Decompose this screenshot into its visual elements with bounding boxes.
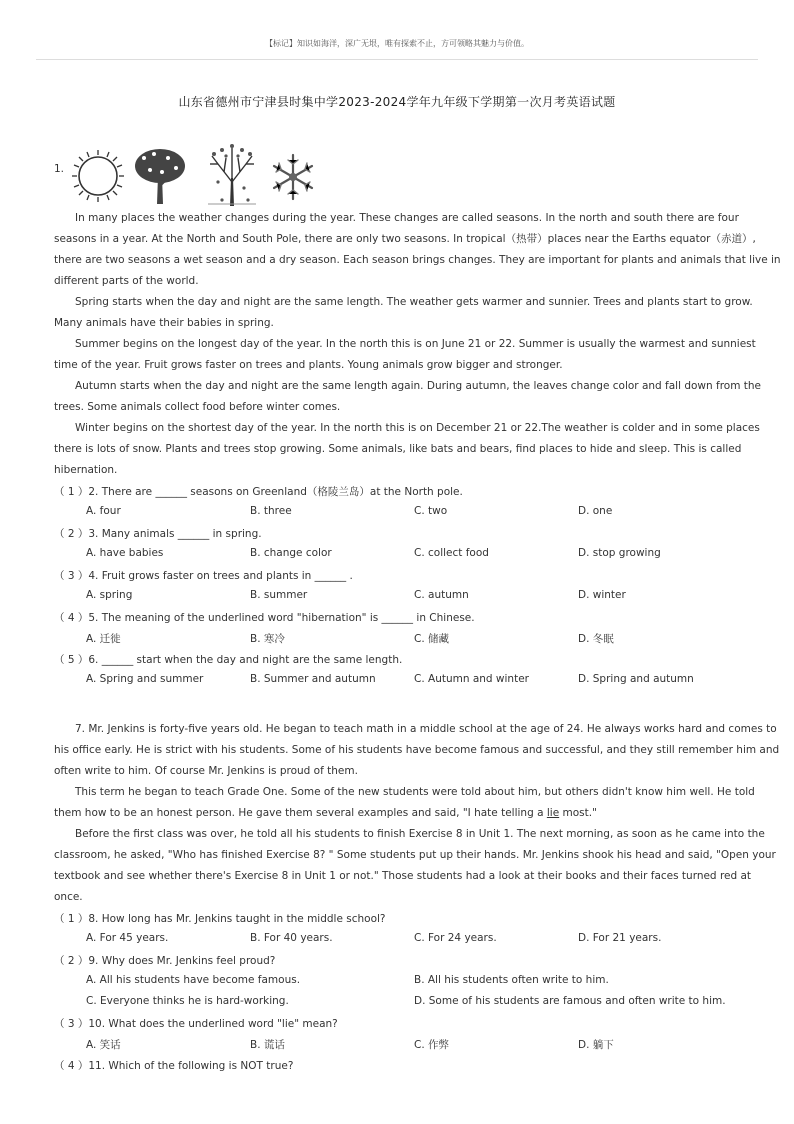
page-title: 山东省德州市宁津县时集中学2023-2024学年九年级下学期第一次月考英语试题 (178, 95, 616, 109)
snowflake-icon (270, 152, 316, 202)
option-d[interactable]: D. stop growing (578, 547, 661, 559)
passage-line: Spring starts when the day and night are the same length. The weather gets warmer and sunnier. Trees and plants start to grow. (75, 296, 753, 308)
question-stem: （ 4 ）11. Which of the following is NOT true? (54, 1060, 294, 1072)
question-stem: （ 5 ）6. ______ start when the day and night are the same length. (54, 654, 403, 666)
passage-line: trees. Some animals collect food before winter comes. (54, 401, 341, 413)
passage-line: often write to him. Of course Mr. Jenkins is proud of them. (54, 765, 358, 777)
passage-line: there are two seasons a wet season and a dry season. Each season brings changes. They are important for plants and animals that live in (54, 254, 781, 266)
question-stem: （ 1 ）8. How long has Mr. Jenkins taught in the middle school? (54, 913, 386, 925)
passage-line: there is lots of snow. Plants and trees stop growing. Some animals, like bats and bears, find places to hide and sleep. This is called (54, 443, 742, 455)
underlined-word: lie (546, 807, 560, 819)
passage-text: most." (559, 807, 597, 819)
option-d[interactable]: D. 冬眠 (578, 633, 614, 645)
question-stem: （ 2 ）9. Why does Mr. Jenkins feel proud? (54, 955, 276, 967)
sun-icon (70, 148, 126, 204)
passage-line: textbook and see whether there's Exercise 8 in Unit 1 or not." Those students had a look at their books and their faces turned red at (54, 870, 752, 882)
spring-tree-icon (132, 146, 188, 206)
option-d[interactable]: D. winter (578, 589, 626, 601)
option-a[interactable]: A. four (86, 505, 121, 517)
option-b[interactable]: B. For 40 years. (250, 932, 333, 944)
passage-text: them how to be an honest person. He gave them several examples and said, "I hate telling a (54, 807, 547, 819)
header-divider (36, 59, 758, 60)
passage-line: Many animals have their babies in spring. (54, 317, 274, 329)
option-c[interactable]: C. collect food (414, 547, 489, 559)
passage-line: Before the first class was over, he told all his students to finish Exercise 8 in Unit 1. The next morning, as soon as he came into the (75, 828, 765, 840)
option-b[interactable]: B. Summer and autumn (250, 673, 376, 685)
option-a[interactable]: A. Spring and summer (86, 673, 204, 685)
header-note: 【标记】知识如海洋，深广无垠，唯有探索不止，方可领略其魅力与价值。 (265, 39, 529, 48)
question-stem: （ 4 ）5. The meaning of the underlined word "hibernation" is ______ in Chinese. (54, 612, 475, 624)
option-c[interactable]: C. Everyone thinks he is hard-working. (86, 995, 289, 1007)
passage-line: This term he began to teach Grade One. Some of the new students were told about him, but others didn't know him well. He told (75, 786, 755, 798)
option-c[interactable]: C. two (414, 505, 448, 517)
passage-line (54, 806, 597, 820)
question-stem: （ 2 ）3. Many animals ______ in spring. (54, 528, 262, 540)
option-b[interactable]: B. All his students often write to him. (414, 974, 609, 986)
question-stem: （ 3 ）4. Fruit grows faster on trees and plants in ______ . (54, 570, 353, 582)
option-a[interactable]: A. 迁徙 (86, 633, 121, 645)
passage-line: seasons in a year. At the North and South Pole, there are only two seasons. In tropical（热带）places near the Earths equator（赤道）, (54, 233, 756, 245)
option-c[interactable]: C. For 24 years. (414, 932, 497, 944)
option-b[interactable]: B. 谎话 (250, 1039, 285, 1051)
passage-line: hibernation. (54, 464, 118, 476)
option-a[interactable]: A. All his students have become famous. (86, 974, 301, 986)
option-c[interactable]: C. 储藏 (414, 633, 450, 645)
passage-line: Winter begins on the shortest day of the year. In the north this is on December 21 or 22.The weather is colder and in some places (75, 422, 760, 434)
option-a[interactable]: A. 笑话 (86, 1039, 121, 1051)
question-stem: （ 1 ）2. There are ______ seasons on Greenland（格陵兰岛）at the North pole. (54, 486, 463, 498)
passage-line: Autumn starts when the day and night are the same length again. During autumn, the leaves change color and fall down from the (75, 380, 762, 392)
option-c[interactable]: C. autumn (414, 589, 469, 601)
season-pictures (70, 142, 330, 207)
passage-line: Summer begins on the longest day of the year. In the north this is on June 21 or 22. Summer is usually the warmest and sunniest (75, 338, 756, 350)
option-a[interactable]: A. spring (86, 589, 133, 601)
option-a[interactable]: A. have babies (86, 547, 164, 559)
option-c[interactable]: C. Autumn and winter (414, 673, 529, 685)
winter-tree-icon (204, 142, 260, 206)
passage-line: 7. Mr. Jenkins is forty-five years old. He began to teach math in a middle school at the age of 24. He always works hard and comes to (75, 723, 777, 735)
option-d[interactable]: D. For 21 years. (578, 932, 662, 944)
option-b[interactable]: B. 寒冷 (250, 633, 285, 645)
passage-line: his office early. He is strict with his students. Some of his students have become famous and successful, and they still remember him and (54, 744, 780, 756)
passage-line: classroom, he asked, "Who has finished Exercise 8? " Some students put up their hands. Mr. Jenkins shook his head and said, "Open your (54, 849, 776, 861)
option-d[interactable]: D. one (578, 505, 613, 517)
question-number: 1. (54, 163, 65, 175)
question-stem: （ 3 ）10. What does the underlined word "lie" mean? (54, 1018, 338, 1030)
option-d[interactable]: D. Spring and autumn (578, 673, 694, 685)
option-d[interactable]: D. 躺下 (578, 1039, 614, 1051)
passage-line: time of the year. Fruit grows faster on trees and plants. Young animals grow bigger and stronger. (54, 359, 563, 371)
option-b[interactable]: B. summer (250, 589, 308, 601)
option-c[interactable]: C. 作弊 (414, 1039, 450, 1051)
option-a[interactable]: A. For 45 years. (86, 932, 169, 944)
option-d[interactable]: D. Some of his students are famous and often write to him. (414, 995, 726, 1007)
passage-line: once. (54, 891, 83, 903)
option-b[interactable]: B. change color (250, 547, 332, 559)
option-b[interactable]: B. three (250, 505, 292, 517)
passage-line: In many places the weather changes during the year. These changes are called seasons. In the north and south there are four (75, 212, 739, 224)
passage-line: different parts of the world. (54, 275, 199, 287)
